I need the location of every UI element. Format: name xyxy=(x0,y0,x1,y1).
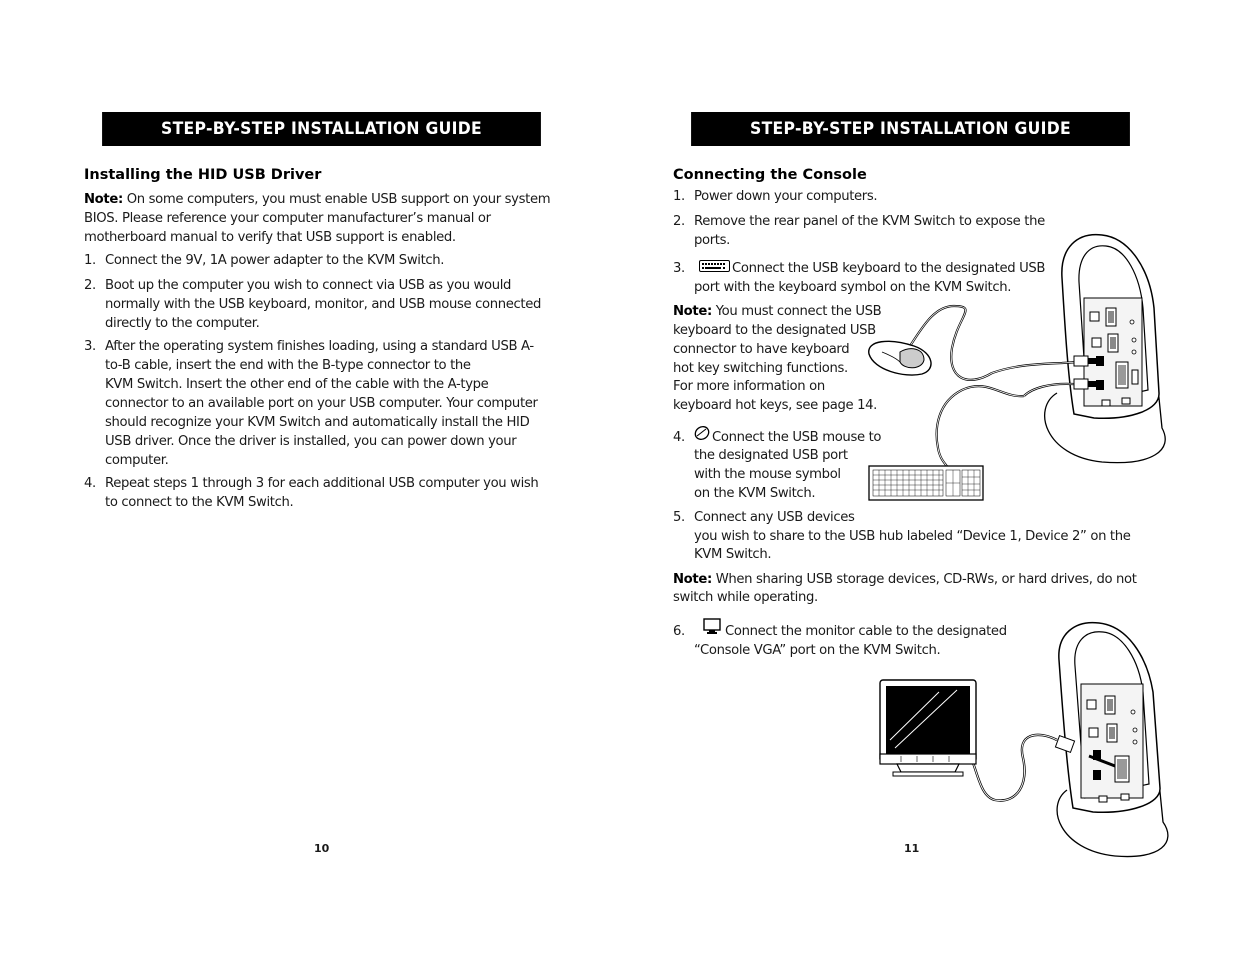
note-paragraph xyxy=(84,190,550,209)
note-line: When sharing USB storage devices, CD-RWs, or hard drives, do not xyxy=(715,572,1137,587)
note-line: connector to have keyboard xyxy=(673,342,850,357)
step-text: Connect the monitor cable to the designated xyxy=(725,624,1007,639)
step-number: 5. xyxy=(673,510,685,525)
step-text: ports. xyxy=(694,233,730,248)
note-line: keyboard to the designated USB xyxy=(673,323,876,338)
step-text: the designated USB port xyxy=(694,448,848,463)
step-text: Remove the rear panel of the KVM Switch to expose the xyxy=(694,214,1045,229)
step-number: 3. xyxy=(84,339,96,354)
step-text: to connect to the KVM Switch. xyxy=(105,495,294,510)
note-line: BIOS. Please reference your computer manufacturer’s manual or xyxy=(84,211,491,226)
step-number: 2. xyxy=(673,214,685,229)
step-text: to-B cable, insert the end with the B-type connector to the xyxy=(105,358,471,373)
step-text: Power down your computers. xyxy=(694,189,878,204)
kvm-keyboard-mouse-illustration xyxy=(862,228,1192,508)
step-text: KVM Switch. xyxy=(694,547,772,562)
mouse-icon xyxy=(694,425,710,440)
section-title: Connecting the Console xyxy=(673,167,867,183)
step-number: 4. xyxy=(673,430,685,445)
right-page xyxy=(617,0,1235,954)
step-text: normally with the USB keyboard, monitor, and USB mouse connected xyxy=(105,297,542,312)
note-line: For more information on xyxy=(673,379,825,394)
step-number: 3. xyxy=(673,261,685,276)
step-text: Boot up the computer you wish to connect via USB as you would xyxy=(105,278,512,293)
step-number: 1. xyxy=(84,253,96,268)
section-title: Installing the HID USB Driver xyxy=(84,167,322,183)
step-text: you wish to share to the USB hub labeled “Device 1, Device 2” on the xyxy=(694,529,1131,544)
step-text: with the mouse symbol xyxy=(694,467,841,482)
step-text: port with the keyboard symbol on the KVM Switch. xyxy=(694,280,1012,295)
step-text: Connect the USB keyboard to the designated USB xyxy=(732,261,1046,276)
note-line: hot key switching functions. xyxy=(673,361,848,376)
step-number: 2. xyxy=(84,278,96,293)
page-banner: STEP-BY-STEP INSTALLATION GUIDE xyxy=(691,112,1130,146)
page-banner: STEP-BY-STEP INSTALLATION GUIDE xyxy=(102,112,541,146)
step-text: on the KVM Switch. xyxy=(694,486,816,501)
note-line: switch while operating. xyxy=(673,590,818,605)
note-label: Note: xyxy=(673,304,712,319)
step-text: “Console VGA” port on the KVM Switch. xyxy=(694,643,941,658)
step-text: should recognize your KVM Switch and automatically install the HID xyxy=(105,415,530,430)
note-line: On some computers, you must enable USB support on your system xyxy=(126,192,551,207)
step-number: 4. xyxy=(84,476,96,491)
step-text: Connect any USB devices xyxy=(694,510,855,525)
step-text: Connect the 9V, 1A power adapter to the KVM Switch. xyxy=(105,253,445,268)
note-paragraph xyxy=(673,302,881,321)
note-line: motherboard manual to verify that USB support is enabled. xyxy=(84,230,456,245)
step-text: USB driver. Once the driver is installed, you can power down your xyxy=(105,434,517,449)
step-text: After the operating system finishes loading, using a standard USB A- xyxy=(105,339,534,354)
step-text: connector to an available port on your USB computer. Your computer xyxy=(105,396,538,411)
step-text: computer. xyxy=(105,453,169,468)
note-line: keyboard hot keys, see page 14. xyxy=(673,398,878,413)
step-text: KVM Switch. Insert the other end of the cable with the A-type xyxy=(105,377,489,392)
left-page xyxy=(0,0,617,954)
step-text: Repeat steps 1 through 3 for each additional USB computer you wish xyxy=(105,476,539,491)
page-number: 10 xyxy=(314,842,330,855)
note-paragraph xyxy=(673,570,1137,589)
step-text: Connect the USB mouse to xyxy=(712,430,882,445)
kvm-monitor-illustration xyxy=(877,620,1177,860)
step-number: 6. xyxy=(673,624,685,639)
note-line: You must connect the USB xyxy=(715,304,882,319)
monitor-icon xyxy=(703,618,721,635)
note-label: Note: xyxy=(84,192,123,207)
keyboard-icon xyxy=(699,260,730,272)
note-label: Note: xyxy=(673,572,712,587)
step-text: directly to the computer. xyxy=(105,316,260,331)
step-number: 1. xyxy=(673,189,685,204)
page-number: 11 xyxy=(904,842,920,855)
